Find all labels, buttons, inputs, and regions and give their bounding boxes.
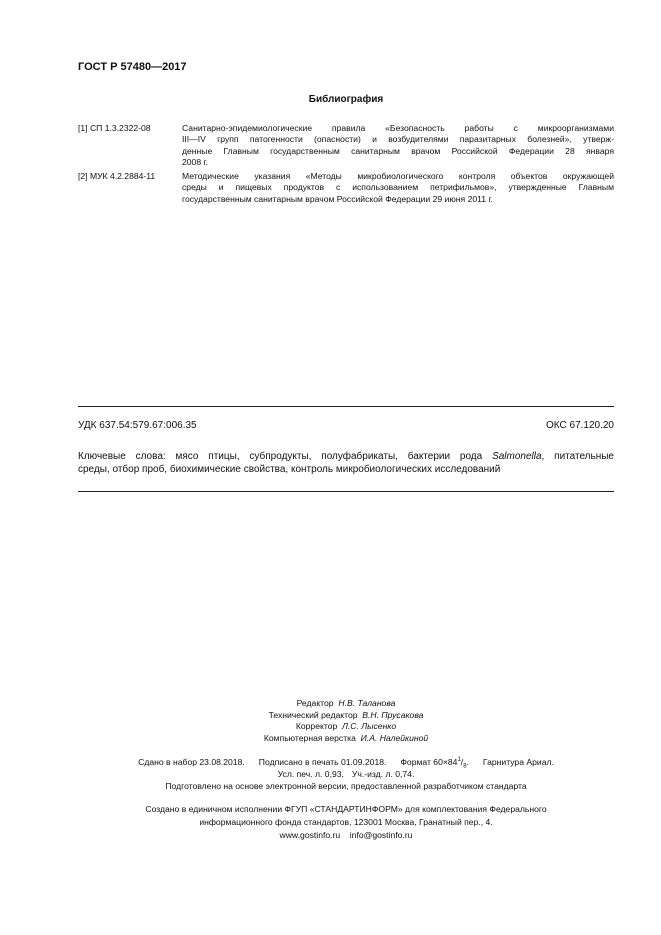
bibliography-entry-line: Методические указания «Методы микробиологического контроля объектов окружающей	[182, 171, 614, 181]
creator-block	[78, 803, 614, 842]
imprint-tech-editor-name: В.Н. Прусакова	[362, 709, 424, 720]
creator-contacts	[78, 829, 614, 842]
bibliography-entry-code: [2] МУК 4.2.2884-11	[78, 171, 156, 181]
publication-format-sup: 1	[457, 757, 461, 764]
creator-line-1: Создано в единичном исполнении ФГУП «СТАНДАРТИНФОРМ» для комплектования Федерального	[145, 804, 547, 814]
imprint-layout-name: И.А. Налейкиной	[360, 732, 429, 743]
imprint-corrector-role: Корректор	[295, 721, 338, 732]
keywords-italic-term: Salmonella	[492, 451, 542, 462]
imprint-editor	[78, 698, 614, 710]
publication-typeface: Гарнитура Ариал.	[482, 757, 554, 767]
imprint-tech-editor-role: Технический редактор	[268, 709, 358, 720]
bibliography-entry-text	[182, 171, 614, 205]
publication-line-2	[78, 769, 614, 781]
publication-line-1	[78, 757, 614, 769]
bibliography-entry-code: [1] СП 1.3.2322-08	[78, 123, 151, 133]
publication-publisher-sheets: Уч.-изд. л. 0,74.	[351, 769, 415, 779]
keywords-line-1	[78, 450, 614, 463]
creator-line-2: информационного фонда стандартов, 123001 Москва, Гранатный пер., 4.	[199, 817, 493, 827]
publication-format: Формат $60\times 84^1/_8$.	[400, 757, 469, 770]
bibliography-title: Библиография	[308, 94, 384, 105]
imprint-layout-role: Компьютерная верстка	[263, 732, 356, 743]
bibliography-entry-line: государственным санитарным врачом Российской Федерации 29 июня 2011 г.	[182, 193, 493, 204]
publication-print-sheets: Усл. печ. л. 0,93.	[277, 769, 344, 779]
udk-code: УДК 637.54:579.67:006.35	[78, 420, 197, 431]
bibliography-entry-line: 2008 г.	[182, 157, 208, 168]
publication-typeset: Сдано в набор 23.08.2018.	[138, 757, 245, 767]
divider-top	[78, 406, 614, 407]
bibliography-entry-line: Санитарно-эпидемиологические правила «Безопасность работы с микроорганизмами	[182, 123, 614, 133]
bibliography-entry-line: денные Главным государственным санитарным врачом Российской Федерации 28 января	[182, 145, 614, 156]
bibliography-entry-text	[182, 123, 614, 169]
imprint-tech-editor	[78, 710, 614, 722]
bibliography-entry-line: III—IV групп патогенности (опасности) и возбудителями паразитарных болезней», утверж-	[182, 134, 614, 145]
publication-format-suffix: .	[466, 757, 469, 767]
standard-code-header: ГОСТ Р 57480—2017	[78, 61, 187, 73]
publication-format-sub: 8	[463, 763, 467, 770]
bibliography-entry-line: среды и пищевых продуктов с использованием петрифильмов», утвержденные Главным	[182, 182, 614, 193]
imprint-editor-role: Редактор	[296, 698, 334, 708]
publication-signed: Подписано в печать 01.09.2018.	[258, 757, 387, 767]
keywords-block	[78, 450, 614, 476]
imprint-block	[78, 698, 614, 744]
creator-email-link[interactable]: info@gostinfo.ru	[349, 830, 413, 840]
imprint-corrector	[78, 721, 614, 733]
divider-bottom	[78, 491, 614, 492]
publication-format-prefix: Формат 60×84	[400, 757, 458, 767]
imprint-corrector-name: Л.С. Лысенко	[342, 721, 397, 732]
keywords-line-2: среды, отбор проб, биохимические свойства, контроль микробиологических исследований	[78, 464, 501, 475]
imprint-layout	[78, 733, 614, 745]
imprint-editor-name: Н.В. Таланова	[338, 698, 396, 708]
creator-website-link[interactable]: www.gostinfo.ru	[279, 830, 341, 840]
publication-prepared: Подготовлено на основе электронной версии, предоставленной разработчиком стандарта	[165, 781, 527, 791]
keywords-text-before: Ключевые слова: мясо птицы, субпродукты, полуфабрикаты, бактерии рода	[78, 451, 493, 462]
keywords-text-after: , питательные	[541, 451, 614, 462]
oks-code: ОКС 67.120.20	[546, 420, 614, 431]
